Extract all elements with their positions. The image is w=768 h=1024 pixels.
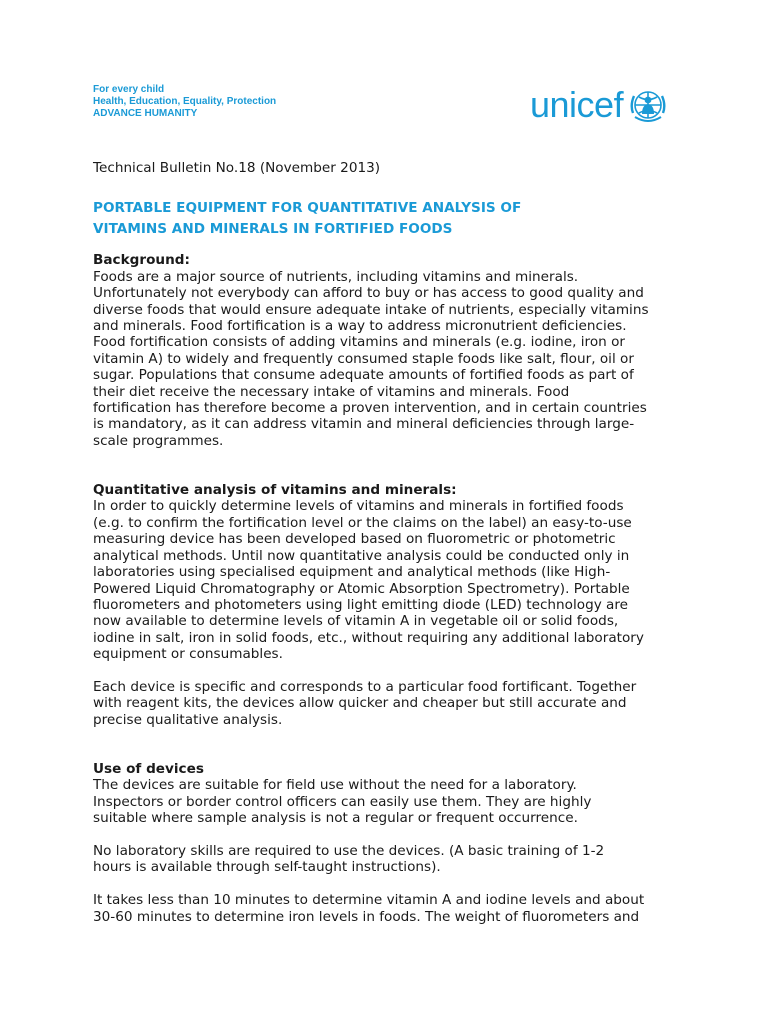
text-line: (e.g. to confirm the fortification level or the claims on the label) an easy-to-use	[93, 514, 632, 531]
text-line: Foods are a major source of nutrients, including vitamins and minerals.	[93, 268, 579, 285]
section-quantitative-analysis	[93, 482, 693, 728]
text-line: The devices are suitable for field use without the need for a laboratory.	[93, 777, 577, 794]
text-line: Unfortunately not everybody can afford to buy or has access to good quality and	[93, 285, 644, 302]
text-line: precise qualitative analysis.	[93, 711, 283, 728]
document-title	[93, 198, 693, 239]
text-line: diverse foods that would ensure adequate intake of nutrients, especially vitamins	[93, 301, 649, 318]
text-line: with reagent kits, the devices allow quicker and cheaper but still accurate and	[93, 695, 627, 712]
text-line: and minerals. Food fortification is a way to address micronutrient deficiencies.	[93, 318, 627, 335]
text-line: their diet receive the necessary intake of vitamins and minerals. Food	[93, 383, 570, 400]
tagline	[93, 84, 276, 120]
text-line: fluorometers and photometers using light emitting diode (LED) technology are	[93, 596, 629, 613]
text-line: laboratories using specialised equipment and analytical methods (like High-	[93, 564, 611, 581]
text-line: Each device is specific and corresponds to a particular food fortificant. Together	[93, 678, 637, 695]
text-line: sugar. Populations that consume adequate amounts of fortified foods as part of	[93, 367, 634, 384]
title-line: PORTABLE EQUIPMENT FOR QUANTITATIVE ANALYSIS OF	[93, 200, 522, 217]
bulletin-line: Technical Bulletin No.18 (November 2013)	[93, 160, 381, 176]
unicef-logo	[530, 80, 670, 130]
text-line: hours is available through self-taught instructions).	[93, 859, 441, 876]
text-line: Powered Liquid Chromatography or Atomic Absorption Spectrometry). Portable	[93, 580, 630, 597]
text-line: 30-60 minutes to determine iron levels in foods. The weight of fluorometers and	[93, 908, 640, 925]
text-line: equipment or consumables.	[93, 646, 283, 663]
text-line: Food fortification consists of adding vitamins and minerals (e.g. iodine, iron or	[93, 334, 625, 351]
text-line: suitable where sample analysis is not a regular or frequent occurrence.	[93, 810, 578, 827]
text-line: vitamin A) to widely and frequently consumed staple foods like salt, flour, oil or	[93, 350, 634, 367]
text-line: now available to determine levels of vitamin A in vegetable oil or solid foods,	[93, 613, 619, 630]
document-body	[93, 160, 693, 925]
logo-wordmark: unicef	[530, 84, 624, 125]
section-heading: Quantitative analysis of vitamins and minerals:	[93, 482, 457, 499]
text-line: analytical methods. Until now quantitative analysis could be conducted only in	[93, 547, 630, 564]
text-line: fortification has therefore become a proven intervention, and in certain countries	[93, 400, 647, 417]
paragraph	[93, 777, 693, 826]
paragraph	[93, 843, 693, 876]
unicef-emblem-icon	[626, 83, 670, 127]
text-line: is mandatory, as it can address vitamin and mineral deficiencies through large-	[93, 416, 635, 433]
text-line: iodine in salt, iron in solid foods, etc., without requiring any additional laboratory	[93, 629, 644, 646]
tagline-line: Health, Education, Equality, Protection	[93, 96, 277, 107]
tagline-line: ADVANCE HUMANITY	[93, 108, 198, 119]
text-line: No laboratory skills are required to use the devices. (A basic training of 1-2	[93, 842, 605, 859]
paragraph	[93, 892, 693, 925]
section-heading: Use of devices	[93, 760, 204, 777]
paragraph	[93, 498, 693, 662]
tagline-line: For every child	[93, 84, 165, 95]
section-use-of-devices	[93, 761, 693, 925]
text-line: Inspectors or border control officers can easily use them. They are highly	[93, 793, 592, 810]
text-line: It takes less than 10 minutes to determine vitamin A and iodine levels and about	[93, 892, 645, 909]
text-line: scale programmes.	[93, 432, 224, 449]
section-background	[93, 252, 693, 449]
text-line: measuring device has been developed based on fluorometric or photometric	[93, 531, 616, 548]
paragraph	[93, 269, 693, 449]
text-line: In order to quickly determine levels of vitamins and minerals in fortified foods	[93, 498, 624, 515]
paragraph	[93, 679, 693, 728]
section-heading: Background:	[93, 252, 190, 269]
title-line: VITAMINS AND MINERALS IN FORTIFIED FOODS	[93, 220, 453, 237]
